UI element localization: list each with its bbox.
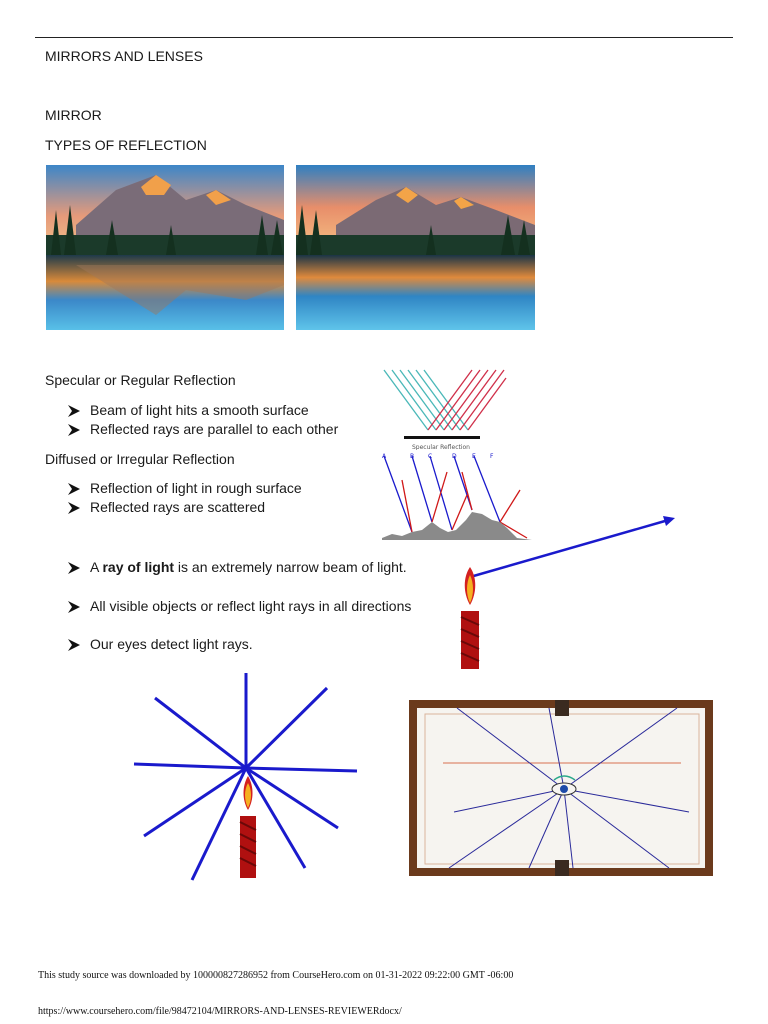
arrow-bullet-icon [68,424,80,436]
diffused-bullet-2 [68,499,265,516]
fact-bullet-2 [68,636,253,653]
svg-text:F: F [490,453,494,460]
bullet-text: Our eyes detect light rays. [90,636,253,652]
specular-caption: Specular Reflection [412,444,470,450]
ray-bold-term: ray of light [102,559,175,575]
diffused-bullet-1 [68,480,302,497]
candle-ray-illustration [455,515,680,670]
bullet-text: Reflected rays are scattered [90,499,266,515]
svg-text:C: C [428,453,433,460]
specular-reflection-diagram [382,368,507,450]
specular-bullet-1 [68,402,309,419]
bullet-text: Beam of light hits a smooth surface [90,402,309,418]
eye-rays-framed-diagram [409,700,713,876]
fact-bullet-1 [68,598,411,615]
mountain-lake-photo-1 [46,165,284,330]
header-rule [35,37,733,38]
bullet-text: All visible objects or reflect light rays in all directions [90,598,412,614]
candle-body-icon [461,611,479,669]
bullet-text: Reflected rays are parallel to each other [90,421,339,437]
candle-flame-icon [465,567,476,605]
footer-url[interactable]: https://www.coursehero.com/file/98472104/MIRRORS-AND-LENSES-REVIEWERdocx/ [38,1006,402,1017]
heading-types-of-reflection: TYPES OF REFLECTION [45,137,207,153]
svg-text:B: B [410,453,415,460]
arrow-bullet-icon [68,483,80,495]
svg-text:E: E [472,453,476,460]
diffused-title: Diffused or Irregular Reflection [45,451,235,467]
ray-suffix: is an extremely narrow beam of light. [174,559,407,575]
ray-of-light-bullet [68,559,407,576]
bullet-text: Reflection of light in rough surface [90,480,302,496]
footer-source: This study source was downloaded by 100000827286952 from CourseHero.com on 01-31-2022 09:22:00 GMT -06:00 [38,970,514,981]
specular-title: Specular or Regular Reflection [45,372,236,388]
arrow-bullet-icon [68,562,80,574]
svg-text:A: A [382,453,387,460]
arrow-bullet-icon [68,405,80,417]
heading-mirror: MIRROR [45,107,102,123]
specular-bullet-2 [68,421,338,438]
arrow-bullet-icon [68,502,80,514]
mountain-lake-photo-2 [296,165,535,330]
arrow-bullet-icon [68,601,80,613]
candle-radiating-rays-illustration [130,668,362,883]
arrow-bullet-icon [68,639,80,651]
svg-text:D: D [452,453,457,460]
ray-prefix: A [90,559,103,575]
page-title: MIRRORS AND LENSES [45,48,203,64]
